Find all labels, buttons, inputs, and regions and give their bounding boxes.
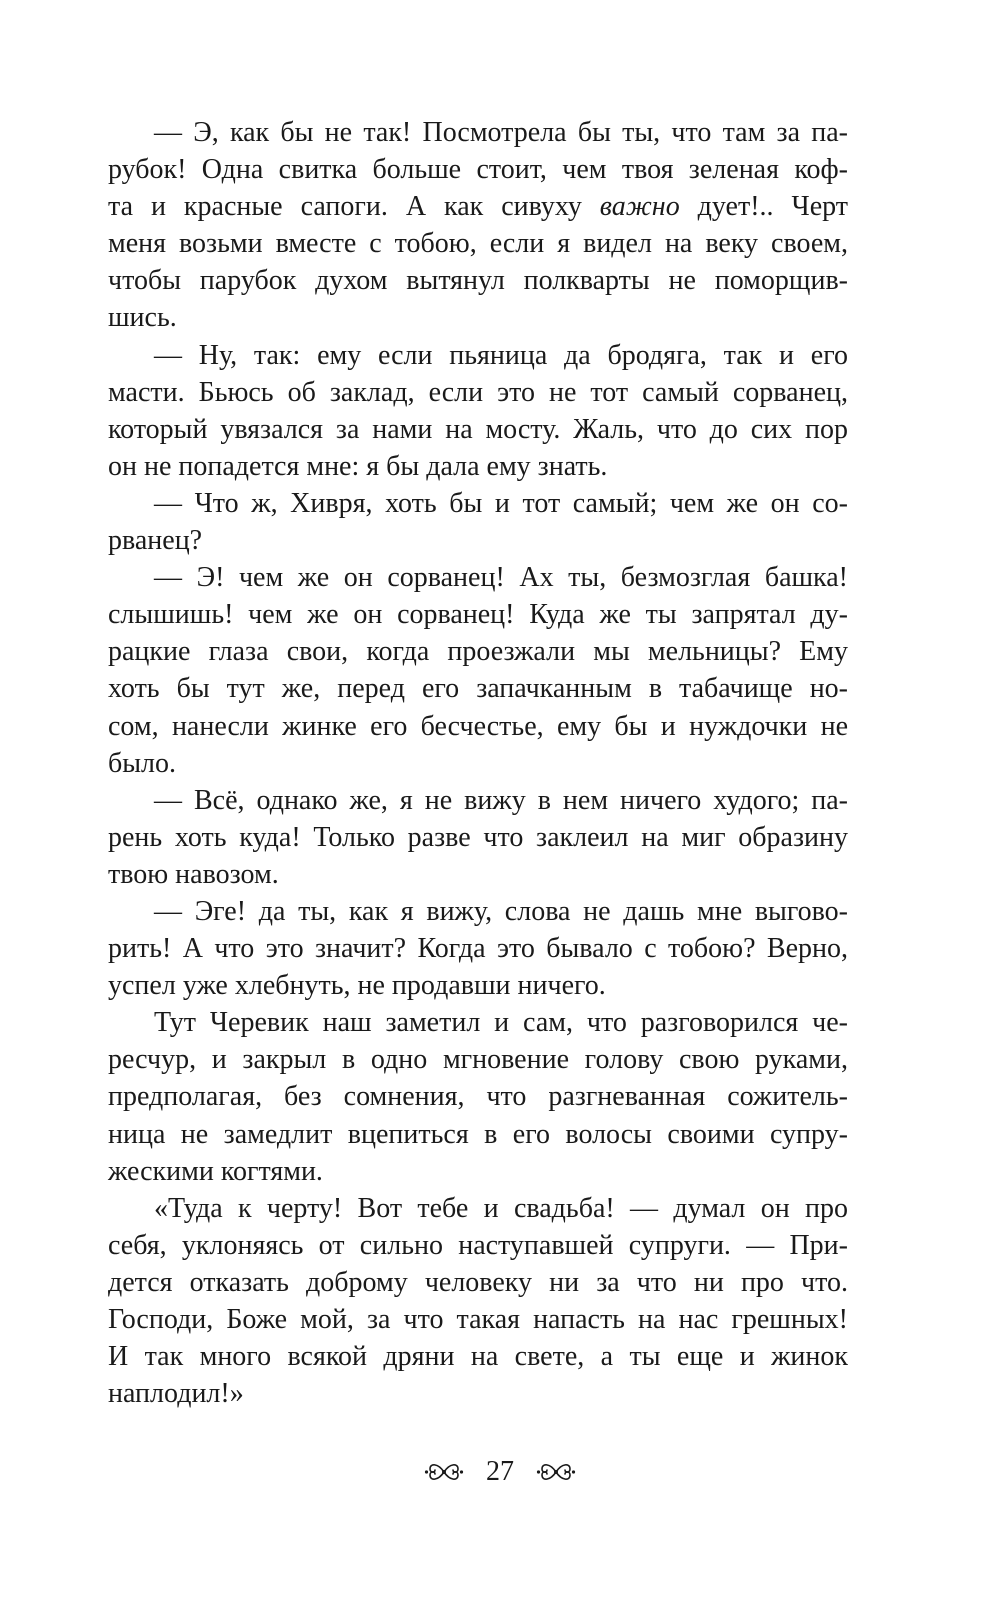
text-line: И так много всякой дряни на свете, а ты еще и жинок (108, 1341, 848, 1373)
text-line: — Ну, так: ему если пьяница да бродяга, так и его (154, 339, 848, 371)
text-line: ница не замедлит вцепиться в его волосы своими супру- (108, 1118, 848, 1150)
text-line: он не попадется мне: я бы дала ему знать. (108, 450, 608, 482)
text-line: — Эге! да ты, как я вижу, слова не дашь мне выгово- (154, 895, 848, 927)
flourish-ornament-icon (424, 1457, 464, 1487)
text-line: — Э! чем же он сорванец! Ах ты, безмозглая башка! (154, 562, 848, 594)
text-line: хоть бы тут же, перед его запачканным в табачище но- (108, 673, 848, 705)
text-line: дется отказать доброму человеку ни за что ни про что. (108, 1266, 848, 1298)
text-line: чтобы парубок духом вытянул полкварты не поморщив- (108, 265, 848, 297)
text-line: сом, нанесли жинке его бесчестье, ему бы и нуждочки не (108, 710, 848, 742)
text-line: ресчур, и закрыл в одно мгновение голову свою руками, (108, 1044, 848, 1076)
page-body-text (108, 114, 848, 1412)
text-line: рванец? (108, 525, 203, 557)
text-line: та и красные сапоги. А как сивуху важно дует!.. Черт (108, 191, 849, 223)
text-line: — Э, как бы не так! Посмотрела бы ты, что там за па- (154, 117, 848, 148)
text-line: было. (108, 747, 177, 779)
text-line: жескими когтями. (108, 1155, 323, 1187)
text-line: — Всё, однако же, я не вижу в нем ничего худого; па- (154, 784, 848, 816)
text-line: масти. Бьюсь об заклад, если это не тот самый сорванец, (108, 376, 848, 408)
text-line: предполагая, без сомнения, что разгневанная сожитель- (108, 1081, 848, 1113)
page-footer (0, 1452, 1000, 1492)
text-line: Тут Черевик наш заметил и сам, что разговорился че- (154, 1007, 848, 1039)
text-line: наплодил!» (108, 1378, 244, 1410)
text-line: рить! А что это значит? Когда это бывало с тобою? Верно, (108, 933, 848, 965)
text-line: успел уже хлебнуть, не продавши ничего. (108, 970, 606, 1002)
text-line: твою навозом. (108, 858, 279, 890)
text-line: меня возьми вместе с тобою, если я видел на веку своем, (108, 228, 848, 260)
text-line: рацкие глаза свои, когда проезжали мы мельницы? Ему (108, 636, 848, 668)
flourish-ornament-icon (536, 1457, 576, 1487)
text-line: — Что ж, Хивря, хоть бы и тот самый; чем же он со- (154, 487, 848, 519)
text-line: «Туда к черту! Вот тебе и свадьба! — думал он про (154, 1192, 848, 1224)
text-line: Господи, Боже мой, за что такая напасть на нас грешных! (108, 1304, 848, 1335)
text-line: рубок! Одна свитка больше стоит, чем твоя зеленая коф- (108, 154, 848, 186)
text-line: рень хоть куда! Только разве что заклеил на миг образину (108, 821, 848, 853)
text-line: себя, уклоняясь от сильно наступавшей супруги. — При- (108, 1229, 848, 1261)
page-number: 27 (486, 1456, 514, 1487)
text-line: слышишь! чем же он сорванец! Куда же ты запрятал ду- (108, 599, 848, 631)
text-line: который увязался за нами на мосту. Жаль, что до сих пор (108, 413, 848, 445)
text-line: шись. (108, 302, 177, 334)
